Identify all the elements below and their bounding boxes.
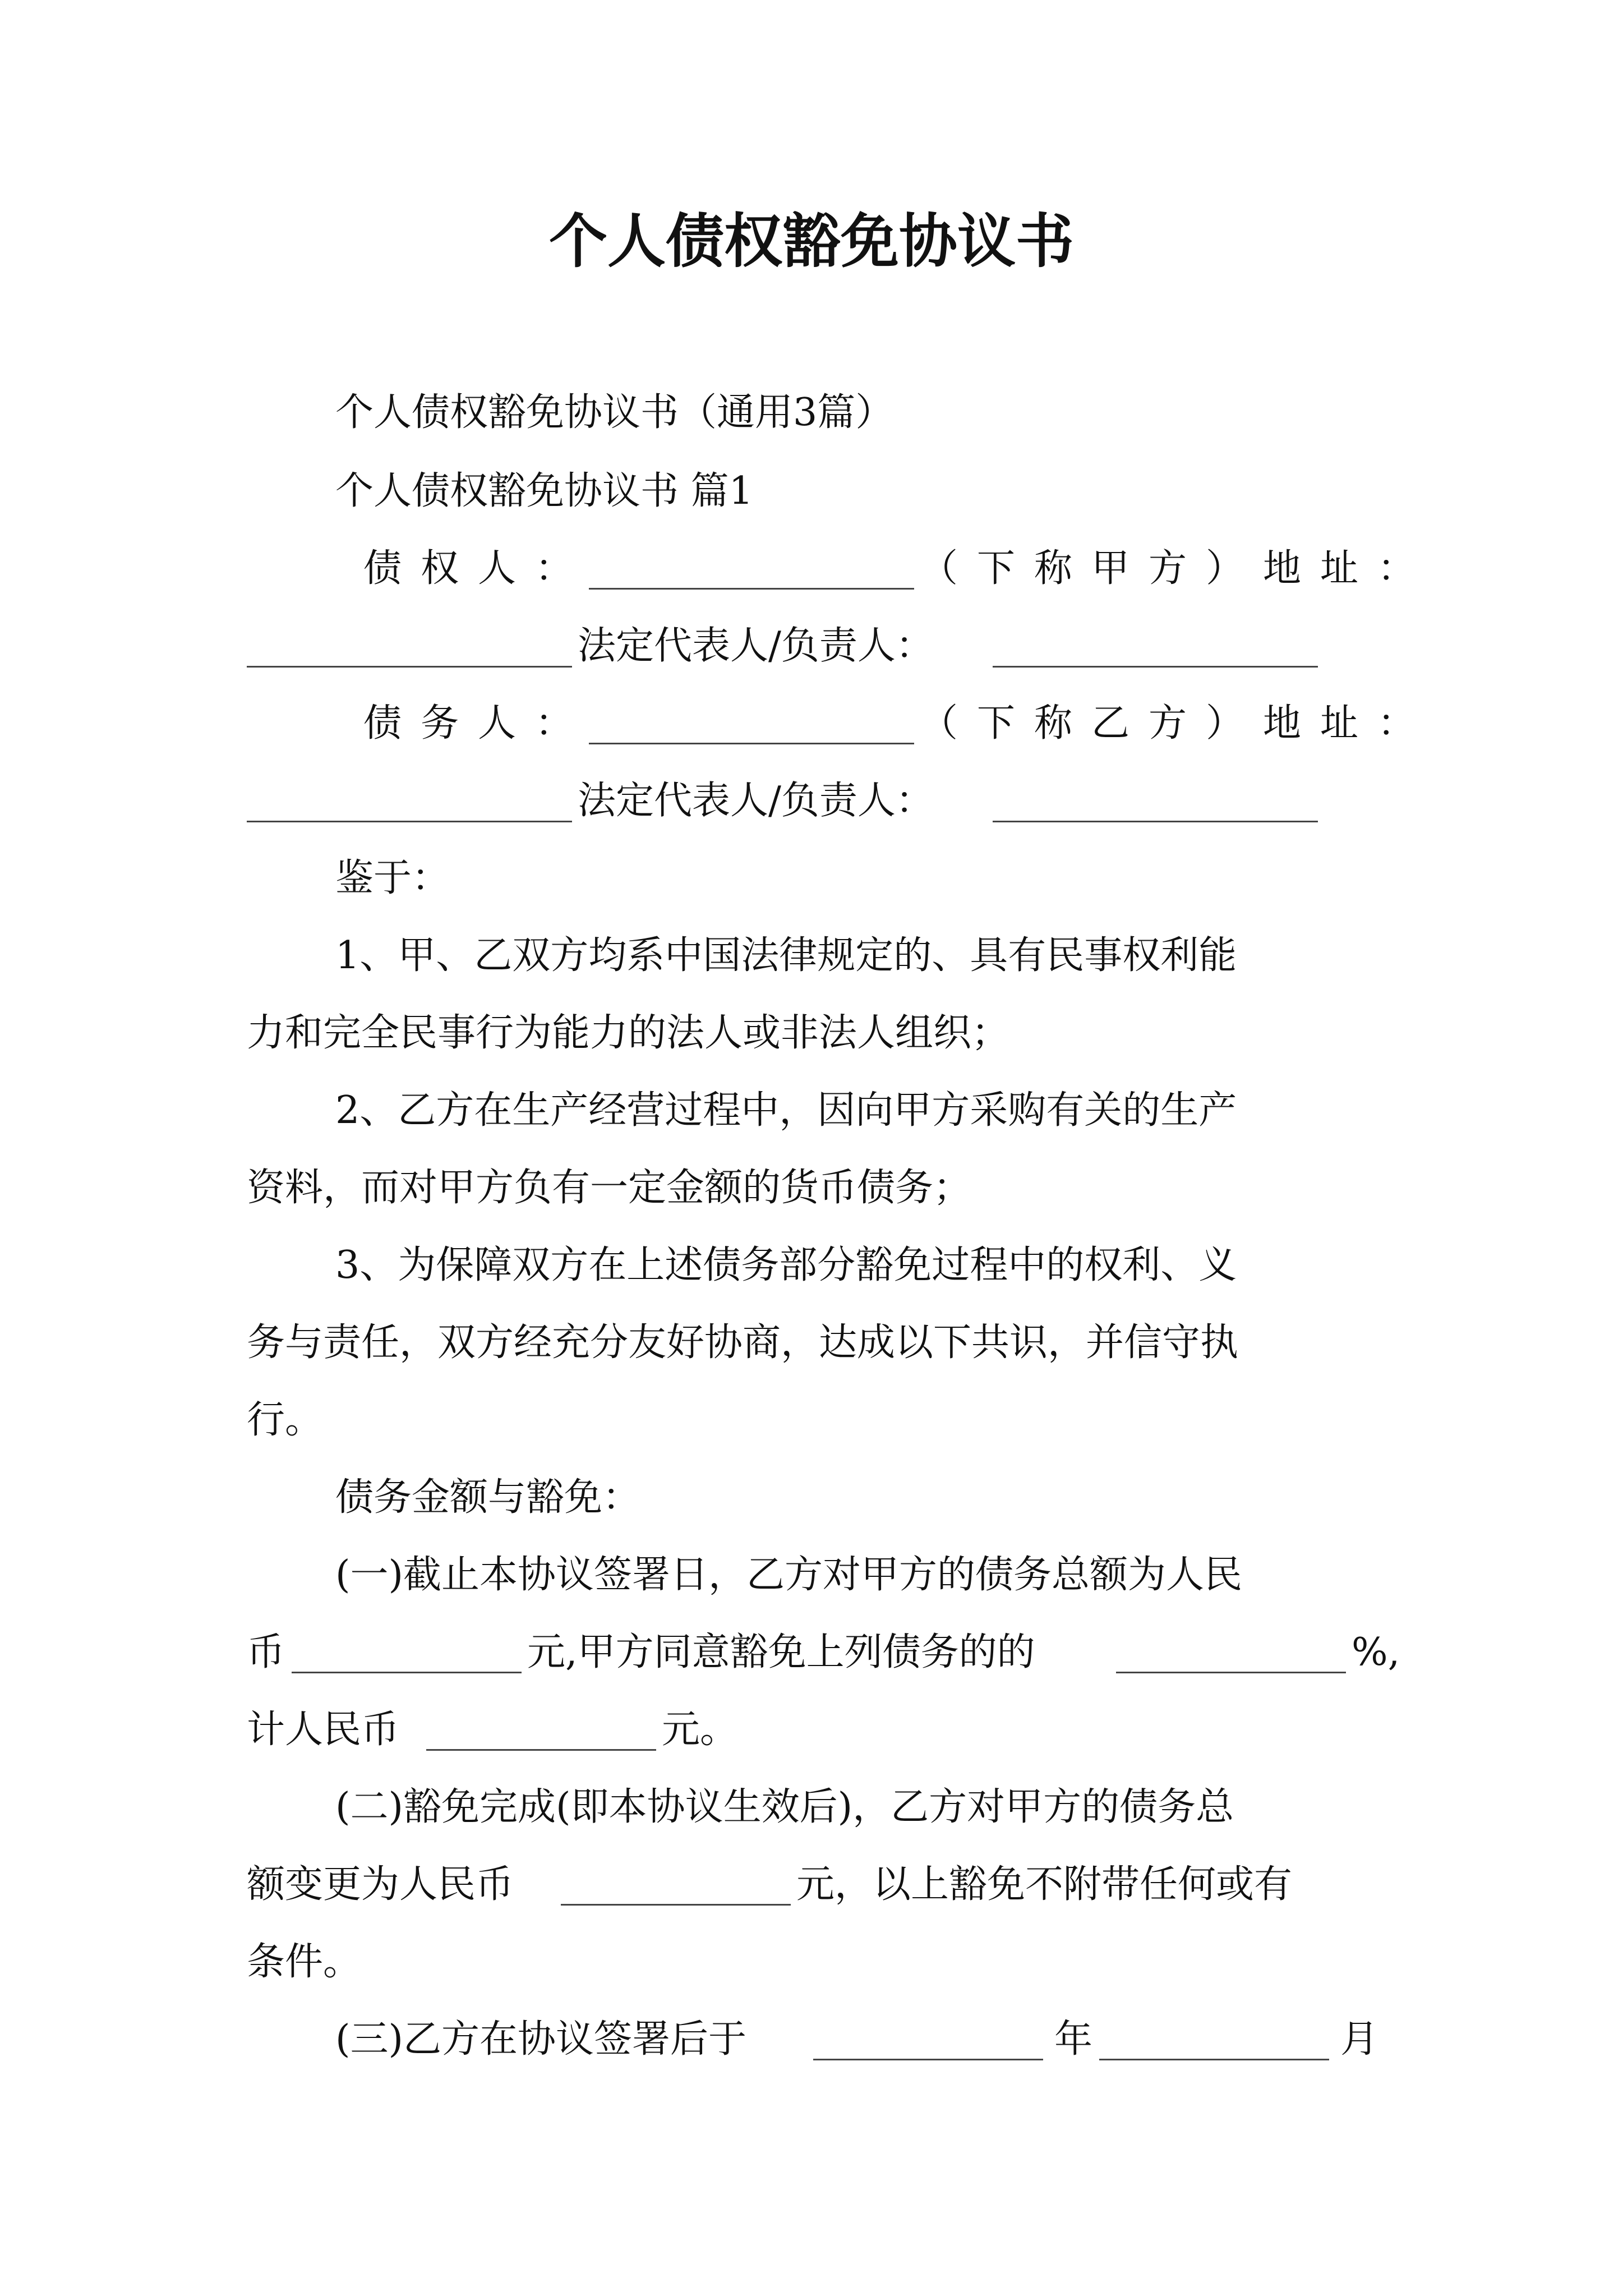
waiver-amount-blank — [426, 1749, 656, 1751]
clause-3-line-1: 3、为保障双方在上述债务部分豁免过程中的权利、义 — [335, 1243, 1237, 1287]
clause-3-line-2: 务与责任，双方经充分友好协商，达成以下共识，并信守执 — [247, 1320, 1239, 1365]
item-2-line-1: (二)豁免完成(即本协议生效后)，乙方对甲方的债务总 — [335, 1785, 1234, 1829]
year-blank — [813, 2059, 1043, 2060]
creditor-rep-blank — [993, 666, 1318, 668]
item-1-line-3-suffix: 元。 — [662, 1708, 739, 1752]
subtitle: 个人债权豁免协议书（通用3篇） — [335, 390, 894, 435]
item-1-line-2-suffix: %, — [1352, 1630, 1400, 1674]
debtor-address-blank — [247, 821, 572, 822]
clause-2-line-1: 2、乙方在生产经营过程中，因向甲方采购有关的生产 — [335, 1088, 1237, 1133]
item-1-line-1: (一)截止本协议签署日，乙方对甲方的债务总额为人民 — [335, 1553, 1243, 1597]
debtor-name-blank — [589, 743, 914, 744]
clause-1-line-1: 1、甲、乙双方均系中国法律规定的、具有民事权利能 — [335, 933, 1237, 978]
creditor-name-blank — [589, 588, 914, 590]
item-3-line-1-prefix: (三)乙方在协议签署后于 — [335, 2017, 747, 2062]
creditor-rep-label: 法定代表人/负责人： — [578, 624, 934, 668]
item-2-line-2-suffix: 元，以上豁免不附带任何或有 — [796, 1862, 1293, 1907]
item-1-line-2-prefix: 币 — [247, 1630, 285, 1674]
section-heading: 债务金额与豁免： — [335, 1475, 641, 1520]
item-2-line-2-prefix: 额变更为人民币 — [247, 1862, 514, 1907]
item-3-month-label: 月 — [1340, 2017, 1379, 2062]
item-1-line-3-prefix: 计人民币 — [247, 1708, 400, 1752]
whereas-heading: 鉴于： — [335, 856, 450, 900]
creditor-address-blank — [247, 666, 572, 668]
month-blank — [1099, 2059, 1329, 2060]
debtor-rep-label: 法定代表人/负责人： — [578, 779, 934, 823]
remaining-debt-blank — [561, 1904, 791, 1906]
waiver-percent-blank — [1116, 1672, 1346, 1673]
clause-3-line-3: 行。 — [247, 1398, 324, 1442]
item-3-year-label: 年 — [1054, 2017, 1093, 2062]
clause-2-line-2: 资料，而对甲方负有一定金额的货币债务； — [247, 1166, 972, 1210]
debt-total-blank — [292, 1672, 522, 1673]
debtor-label: 债务人： — [363, 701, 593, 746]
document-title: 个人债权豁免协议书 — [548, 207, 1074, 275]
creditor-label: 债权人： — [363, 546, 593, 591]
debtor-note: （下称乙方）地址： — [920, 701, 1435, 746]
item-2-line-3: 条件。 — [247, 1940, 362, 1984]
part-heading: 个人债权豁免协议书 篇1 — [335, 469, 753, 513]
clause-1-line-2: 力和完全民事行为能力的法人或非法人组织； — [247, 1011, 1010, 1055]
debtor-rep-blank — [993, 821, 1318, 822]
item-1-line-2-middle: 元,甲方同意豁免上列债务的的 — [527, 1630, 1035, 1674]
creditor-note: （下称甲方）地址： — [920, 546, 1435, 591]
